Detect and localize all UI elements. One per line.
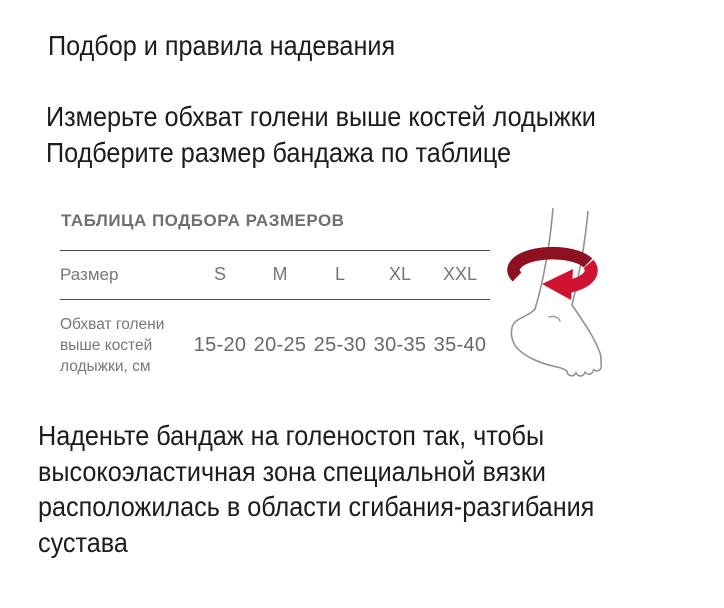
size-cell-xxl: XXL <box>442 264 478 284</box>
ankle-measure-icon <box>502 205 624 400</box>
measure-row-label-line-3: лодыжки, см <box>60 358 151 375</box>
instruction-line-3: расположилась в области сгибания-разгибания <box>38 491 595 522</box>
ankle-bone-line <box>549 316 560 321</box>
measure-band-arrowhead <box>542 269 573 300</box>
instruction-line-1: Наденьте бандаж на голеностоп так, чтобы <box>38 420 545 451</box>
size-row-label: Размер <box>60 264 119 284</box>
instruction-paragraph <box>38 418 594 560</box>
size-row <box>60 251 490 299</box>
measure-band-back <box>513 253 588 277</box>
size-table-heading: ТАБЛИЦА ПОДБОРА РАЗМЕРОВ <box>61 211 345 230</box>
measure-row-label-line-2: выше костей <box>60 337 153 354</box>
instruction-line-4: сустава <box>38 526 128 558</box>
size-selection-table <box>60 211 490 377</box>
range-cell-l: 25-30 <box>313 334 367 356</box>
range-cell-m: 20-25 <box>253 334 307 356</box>
intro-line-2: Подберите размер бандажа по таблице <box>46 137 512 168</box>
range-cell-xl: 30-35 <box>373 334 427 356</box>
size-cell-l: L <box>334 264 345 284</box>
size-cell-m: M <box>272 264 288 284</box>
foot-outline <box>511 305 601 376</box>
instruction-line-2: высокоэластичная зона специальной вязки <box>38 455 546 487</box>
measure-row-label <box>60 314 190 377</box>
measure-row <box>60 300 490 377</box>
size-cell-s: S <box>213 264 226 284</box>
measure-row-label-line-1: Обхват голени <box>60 316 165 333</box>
intro-line-1: Измерьте обхват голени выше костей лодыжки <box>46 101 596 132</box>
range-cell-xxl: 35-40 <box>433 334 487 356</box>
range-cell-s: 15-20 <box>193 334 247 356</box>
page-title: Подбор и правила надевания <box>48 30 396 61</box>
intro-paragraph <box>46 99 596 171</box>
size-cell-xl: XL <box>388 264 412 284</box>
